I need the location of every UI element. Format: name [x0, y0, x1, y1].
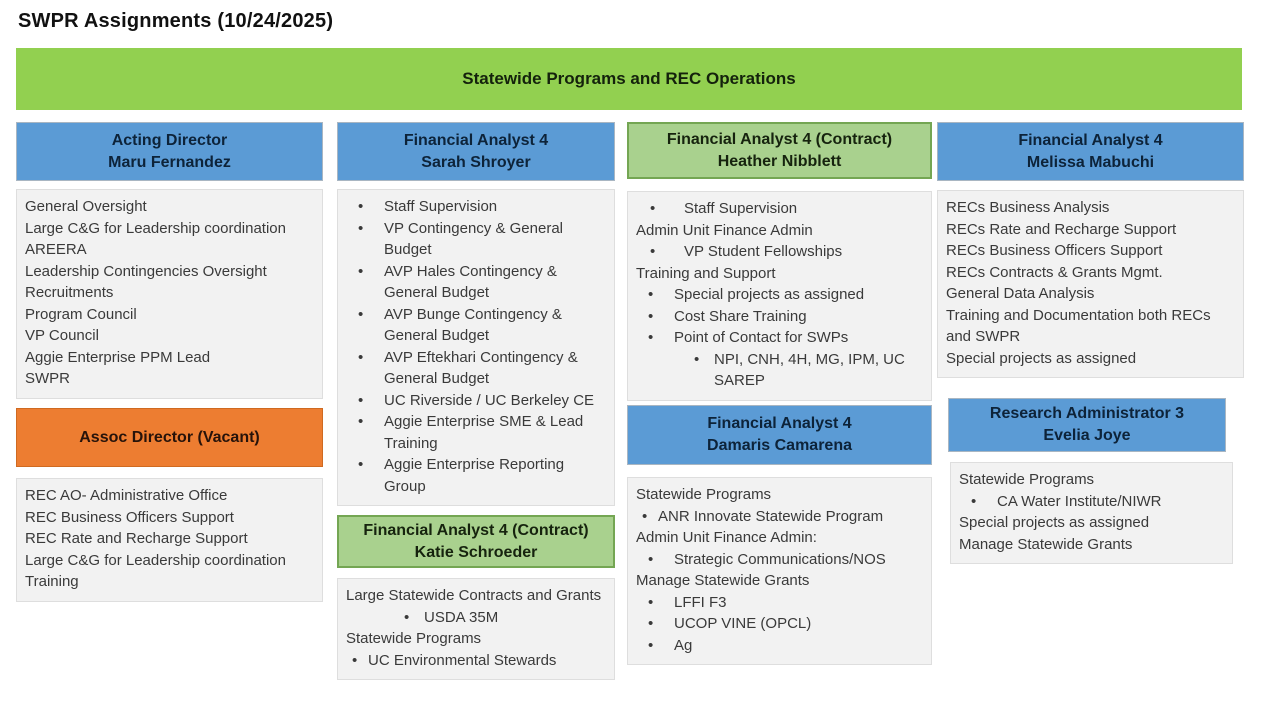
person-name: Evelia Joye: [1043, 427, 1131, 444]
list-item: [346, 454, 606, 497]
list-item-text: General Oversight: [25, 198, 147, 215]
list-item-text: Aggie Enterprise PPM Lead: [25, 348, 211, 366]
bullet-icon: •: [358, 219, 364, 237]
bullet-icon: •: [648, 636, 654, 654]
bullet-icon: •: [642, 507, 648, 525]
person-name: Katie Schroeder: [414, 543, 538, 561]
list-item: [636, 570, 923, 592]
list-item-text: Leadership Contingencies Oversight: [25, 262, 267, 280]
list-item: [636, 306, 923, 328]
person-name: Sarah Shroyer: [421, 153, 531, 171]
list-item-text: VP Student Fellowships: [684, 243, 843, 260]
bullet-icon: •: [358, 348, 364, 366]
duties-list-sarah-shroyer: [337, 189, 615, 506]
bullet-icon: •: [358, 413, 364, 430]
list-item: [636, 327, 923, 349]
list-item-text: AREERA: [25, 241, 87, 258]
list-item: [959, 491, 1224, 513]
list-item-text: VP Contingency & General Budget: [384, 219, 563, 258]
list-item-text: UCOP VINE (OPCL): [674, 615, 812, 632]
list-item-text: Large Statewide Contracts and Grants: [346, 587, 602, 604]
list-item: [946, 219, 1235, 241]
duties-list-heather-nibblett: [627, 191, 932, 401]
list-item-text: Large C&G for Leadership coordination: [25, 551, 286, 569]
bullet-icon: •: [404, 608, 410, 626]
list-item-text: General Data Analysis: [946, 285, 1095, 302]
list-item-text: Training and Documentation both RECs and SWPR: [946, 306, 1211, 345]
list-item: [636, 484, 923, 506]
list-item-text: Cost Share Training: [674, 307, 807, 325]
list-item-text: Admin Unit Finance Admin: [636, 221, 813, 239]
list-item: [346, 304, 606, 347]
list-item-text: LFFI F3: [674, 593, 727, 611]
list-item-text: REC Rate and Recharge Support: [25, 530, 248, 547]
list-item-text: ANR Innovate Statewide Program: [658, 507, 884, 525]
duties-list-katie-schroeder: [337, 578, 615, 680]
list-item: [25, 196, 314, 218]
list-item: [636, 284, 923, 306]
header-katie-schroeder: [337, 515, 615, 568]
list-item: [959, 512, 1224, 534]
list-item-text: RECs Business Officers Support: [946, 242, 1163, 259]
bullet-icon: •: [358, 391, 364, 409]
list-item-text: REC AO- Administrative Office: [25, 487, 228, 504]
duties-list-damaris-camarena: [627, 477, 932, 665]
list-item-text: Point of Contact for SWPs: [674, 329, 849, 346]
list-item: [346, 261, 606, 304]
duties-list-evelia-joye: [950, 462, 1233, 564]
list-item: [25, 550, 314, 572]
list-item: [346, 347, 606, 390]
list-item: [636, 220, 923, 242]
list-item-text: Statewide Programs: [959, 471, 1095, 488]
list-item-text: Recruitments: [25, 284, 114, 301]
list-item: [946, 197, 1235, 219]
person-name: Heather Nibblett: [717, 152, 842, 170]
header-heather-nibblett: [627, 122, 932, 179]
role-title: Research Administrator 3: [989, 405, 1185, 422]
list-item: [25, 282, 314, 304]
list-item-text: Program Council: [25, 305, 137, 323]
list-item: [346, 411, 606, 454]
list-item: [636, 635, 923, 657]
list-item-text: AVP Hales Contingency & General Budget: [384, 262, 557, 301]
list-item-text: Large C&G for Leadership coordination: [25, 219, 286, 237]
list-item-text: REC Business Officers Support: [25, 508, 234, 526]
list-item: [636, 263, 923, 285]
role-title: Assoc Director (Vacant): [79, 428, 260, 446]
list-item-text: Aggie Enterprise Reporting Group: [384, 456, 565, 495]
bullet-icon: •: [358, 305, 364, 323]
list-item: [346, 628, 606, 650]
duties-list-melissa-mabuchi: [937, 190, 1244, 378]
list-item: [346, 607, 606, 629]
list-item-text: AVP Bunge Contingency & General Budget: [384, 305, 562, 344]
list-item-text: Staff Supervision: [684, 200, 798, 217]
list-item: [959, 469, 1224, 491]
bullet-icon: •: [358, 198, 364, 215]
list-item-text: Manage Statewide Grants: [636, 572, 810, 589]
list-item: [346, 585, 606, 607]
list-item: [636, 549, 923, 571]
list-item: [346, 390, 606, 412]
list-item-text: NPI, CNH, 4H, MG, IPM, UC SAREP: [714, 350, 905, 389]
person-name: Melissa Mabuchi: [1026, 153, 1155, 171]
list-item: [946, 305, 1235, 348]
list-item-text: Special projects as assigned: [946, 349, 1137, 367]
list-item-text: USDA 35M: [424, 608, 499, 626]
duties-list-assoc-director: [16, 478, 323, 602]
header-acting-director: [16, 122, 323, 181]
bullet-icon: •: [648, 550, 654, 568]
role-title: Financial Analyst 4 (Contract): [363, 521, 589, 539]
list-item-text: RECs Business Analysis: [946, 199, 1110, 216]
list-item-text: UC Riverside / UC Berkeley CE: [384, 391, 595, 409]
list-item-text: Staff Supervision: [384, 198, 498, 215]
bullet-icon: •: [650, 243, 656, 260]
list-item: [636, 198, 923, 220]
list-item: [346, 218, 606, 261]
list-item: [346, 650, 606, 672]
role-title: Financial Analyst 4 (Contract): [666, 130, 893, 148]
list-item-text: Ag: [674, 636, 693, 654]
role-title: Financial Analyst 4: [403, 131, 549, 149]
list-item: [636, 349, 923, 392]
bullet-icon: •: [648, 615, 654, 632]
list-item-text: Aggie Enterprise SME & Lead Training: [384, 413, 584, 452]
list-item: [346, 196, 606, 218]
list-item: [25, 368, 314, 390]
duties-list-acting-director: [16, 189, 323, 399]
role-title: Financial Analyst 4: [707, 415, 852, 432]
role-title: Acting Director: [111, 131, 228, 149]
list-item-text: Special projects as assigned: [674, 286, 865, 303]
list-item: [25, 304, 314, 326]
list-item-text: CA Water Institute/NIWR: [997, 492, 1162, 510]
bullet-icon: •: [650, 200, 656, 217]
bullet-icon: •: [358, 262, 364, 280]
list-item: [25, 347, 314, 369]
header-sarah-shroyer: [337, 122, 615, 181]
bullet-icon: •: [358, 456, 364, 473]
list-item-text: Admin Unit Finance Admin:: [636, 529, 817, 546]
list-item: [25, 485, 314, 507]
list-item-text: Training and Support: [636, 264, 776, 282]
list-item-text: UC Environmental Stewards: [368, 651, 557, 669]
list-item-text: Training: [25, 573, 79, 590]
list-item: [636, 241, 923, 263]
list-item: [25, 571, 314, 593]
header-melissa-mabuchi: [937, 122, 1244, 181]
list-item-text: Manage Statewide Grants: [959, 535, 1133, 553]
list-item-text: Strategic Communications/NOS: [674, 550, 886, 568]
list-item-text: Special projects as assigned: [959, 514, 1150, 531]
bullet-icon: •: [648, 329, 654, 346]
list-item: [636, 506, 923, 528]
list-item-text: SWPR: [25, 370, 70, 387]
banner-statewide-programs: Statewide Programs and REC Operations: [16, 48, 1242, 110]
list-item: [946, 348, 1235, 370]
list-item: [636, 527, 923, 549]
list-item-text: Statewide Programs: [636, 486, 772, 503]
list-item: [946, 262, 1235, 284]
list-item: [636, 592, 923, 614]
list-item: [25, 218, 314, 240]
header-evelia-joye: [948, 398, 1226, 452]
bullet-icon: •: [352, 651, 358, 669]
bullet-icon: •: [648, 286, 654, 303]
role-title: Financial Analyst 4: [1018, 131, 1163, 149]
list-item: [959, 534, 1224, 556]
header-damaris-camarena: [627, 405, 932, 465]
list-item: [25, 507, 314, 529]
list-item-text: Statewide Programs: [346, 630, 482, 647]
list-item: [25, 261, 314, 283]
list-item: [25, 325, 314, 347]
list-item-text: VP Council: [25, 327, 99, 344]
list-item-text: RECs Rate and Recharge Support: [946, 220, 1177, 238]
list-item-text: RECs Contracts & Grants Mgmt.: [946, 263, 1163, 281]
person-name: Damaris Camarena: [707, 437, 852, 454]
list-item: [636, 613, 923, 635]
bullet-icon: •: [694, 350, 700, 368]
bullet-icon: •: [648, 307, 654, 325]
list-item: [946, 283, 1235, 305]
list-item: [25, 239, 314, 261]
bullet-icon: •: [971, 492, 977, 510]
person-name: Maru Fernandez: [108, 153, 231, 171]
page-title: SWPR Assignments (10/24/2025): [18, 10, 334, 32]
header-assoc-director-vacant: [16, 408, 323, 467]
bullet-icon: •: [648, 593, 654, 611]
list-item: [946, 240, 1235, 262]
list-item: [25, 528, 314, 550]
list-item-text: AVP Eftekhari Contingency & General Budget: [384, 348, 578, 387]
